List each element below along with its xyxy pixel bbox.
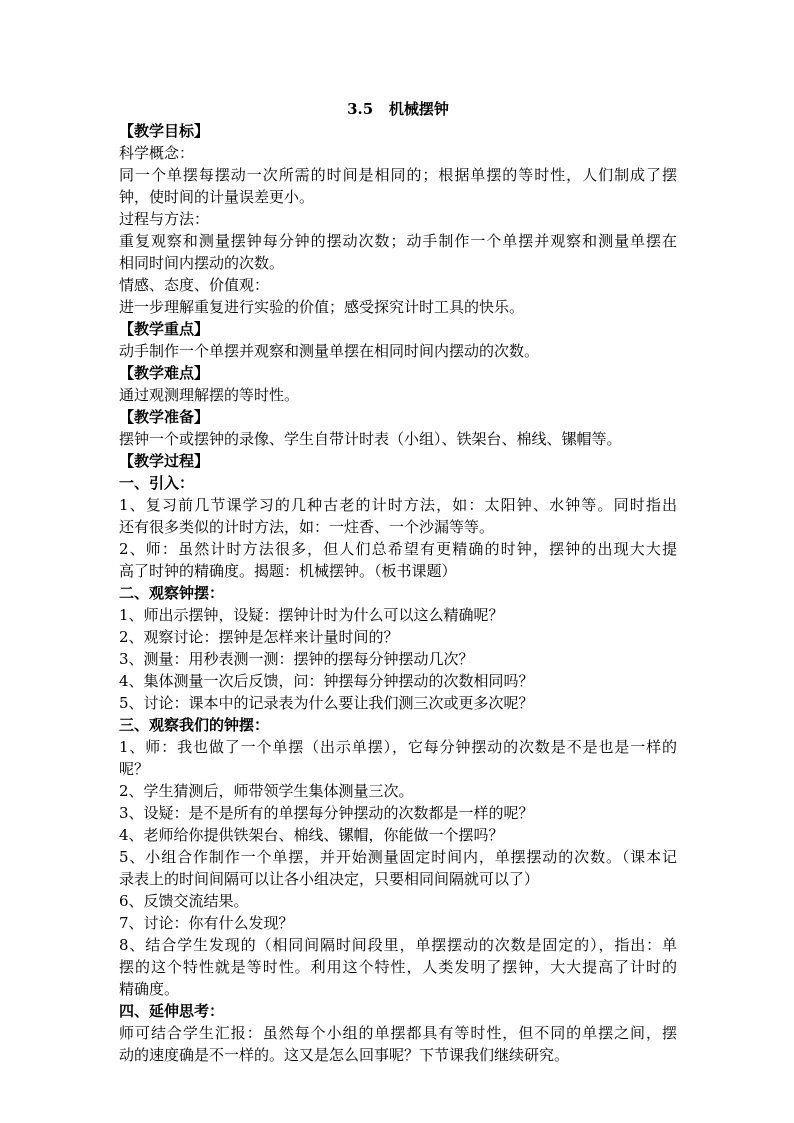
- science-concept-label: 科学概念：: [119, 144, 195, 162]
- paragraph-line: 进一步理解重复进行实验的价值；感受探究计时工具的快乐。: [119, 298, 525, 316]
- list-item: 6、反馈交流结果。: [119, 892, 249, 910]
- subsection-heading-intro: 一、引入：: [119, 474, 195, 492]
- list-item-line: 呢？: [119, 760, 150, 778]
- section-heading-goals: 【教学目标】: [119, 122, 210, 140]
- list-item-line: 录表上的时间间隔可以让各小组决定，只要相同间隔就可以了）: [119, 870, 540, 888]
- list-item: 2、学生猜测后，师带领学生集体测量三次。: [119, 782, 414, 800]
- section-heading-process: 【教学过程】: [119, 452, 210, 470]
- section-heading-difficulties: 【教学难点】: [119, 364, 210, 382]
- list-item: 3、设疑：是不是所有的单摆每分钟摆动的次数都是一样的呢？: [119, 804, 534, 822]
- list-item-line: 5、小组合作制作一个单摆，并开始测量固定时间内，单摆摆动的次数。（课本记: [119, 848, 677, 866]
- list-item-line: 高了时钟的精确度。揭题：机械摆钟。（板书课题）: [119, 562, 457, 580]
- paragraph-line: 师可结合学生汇报：虽然每个小组的单摆都具有等时性，但不同的单摆之间，摆: [119, 1024, 677, 1042]
- list-item-line: 1、复习前几节课学习的几种古老的计时方法，如：太阳钟、水钟等。同时指出: [119, 496, 677, 514]
- subsection-heading-extension: 四、延伸思考：: [119, 1002, 225, 1020]
- paragraph-line: 动手制作一个单摆并观察和测量单摆在相同时间内摆动的次数。: [119, 342, 540, 360]
- document-page: [119, 98, 677, 1066]
- list-item: 7、讨论：你有什么发现？: [119, 914, 294, 932]
- section-heading-preparation: 【教学准备】: [119, 408, 210, 426]
- paragraph-line: 重复观察和测量摆钟每分钟的摆动次数；动手制作一个单摆并观察和测量单摆在: [119, 232, 677, 250]
- list-item-line: 1、师：我也做了一个单摆（出示单摆），它每分钟摆动的次数是不是也是一样的: [119, 738, 677, 756]
- subsection-heading-observe-clock: 二、观察钟摆：: [119, 584, 225, 602]
- emotion-attitude-label: 情感、态度、价值观：: [119, 276, 270, 294]
- list-item-line: 摆的这个特性就是等时性。利用这个特性，人类发明了摆钟，大大提高了计时的: [119, 958, 677, 976]
- list-item: 4、老师给你提供铁架台、棉线、镙帽，你能做一个摆吗？: [119, 826, 504, 844]
- paragraph-line: 动的速度确是不一样的。这又是怎么回事呢？下节课我们继续研究。: [119, 1046, 570, 1064]
- list-item: 4、集体测量一次后反馈，问：钟摆每分钟摆动的次数相同吗？: [119, 672, 534, 690]
- list-item: 5、讨论：课本中的记录表为什么要让我们测三次或更多次呢？: [119, 694, 534, 712]
- document-title: 3.5 机械摆钟: [347, 100, 449, 118]
- process-method-label: 过程与方法：: [119, 210, 210, 228]
- list-item-line: 8、结合学生发现的（相同间隔时间段里，单摆摆动的次数是固定的），指出：单: [119, 936, 677, 954]
- paragraph-line: 相同时间内摆动的次数。: [119, 254, 285, 272]
- list-item-line: 2、师：虽然计时方法很多，但人们总希望有更精确的时钟，摆钟的出现大大提: [119, 540, 677, 558]
- list-item: 3、测量：用秒表测一测：摆钟的摆每分钟摆动几次？: [119, 650, 474, 668]
- paragraph-line: 摆钟一个或摆钟的录像、学生自带计时表（小组）、铁架台、棉线、镙帽等。: [119, 430, 622, 448]
- paragraph-line: 通过观测理解摆的等时性。: [119, 386, 300, 404]
- list-item: 1、师出示摆钟，设疑：摆钟计时为什么可以这么精确呢？: [119, 606, 504, 624]
- list-item: 2、观察讨论：摆钟是怎样来计量时间的？: [119, 628, 399, 646]
- subsection-heading-our-pendulum: 三、观察我们的钟摆：: [119, 716, 270, 734]
- list-item-line: 还有很多类似的计时方法，如：一炷香、一个沙漏等等。: [119, 518, 495, 536]
- section-heading-key-points: 【教学重点】: [119, 320, 210, 338]
- paragraph-line: 同一个单摆每摆动一次所需的时间是相同的；根据单摆的等时性，人们制成了摆: [119, 166, 677, 184]
- paragraph-line: 钟，使时间的计量误差更小。: [119, 188, 315, 206]
- list-item-line: 精确度。: [119, 980, 180, 998]
